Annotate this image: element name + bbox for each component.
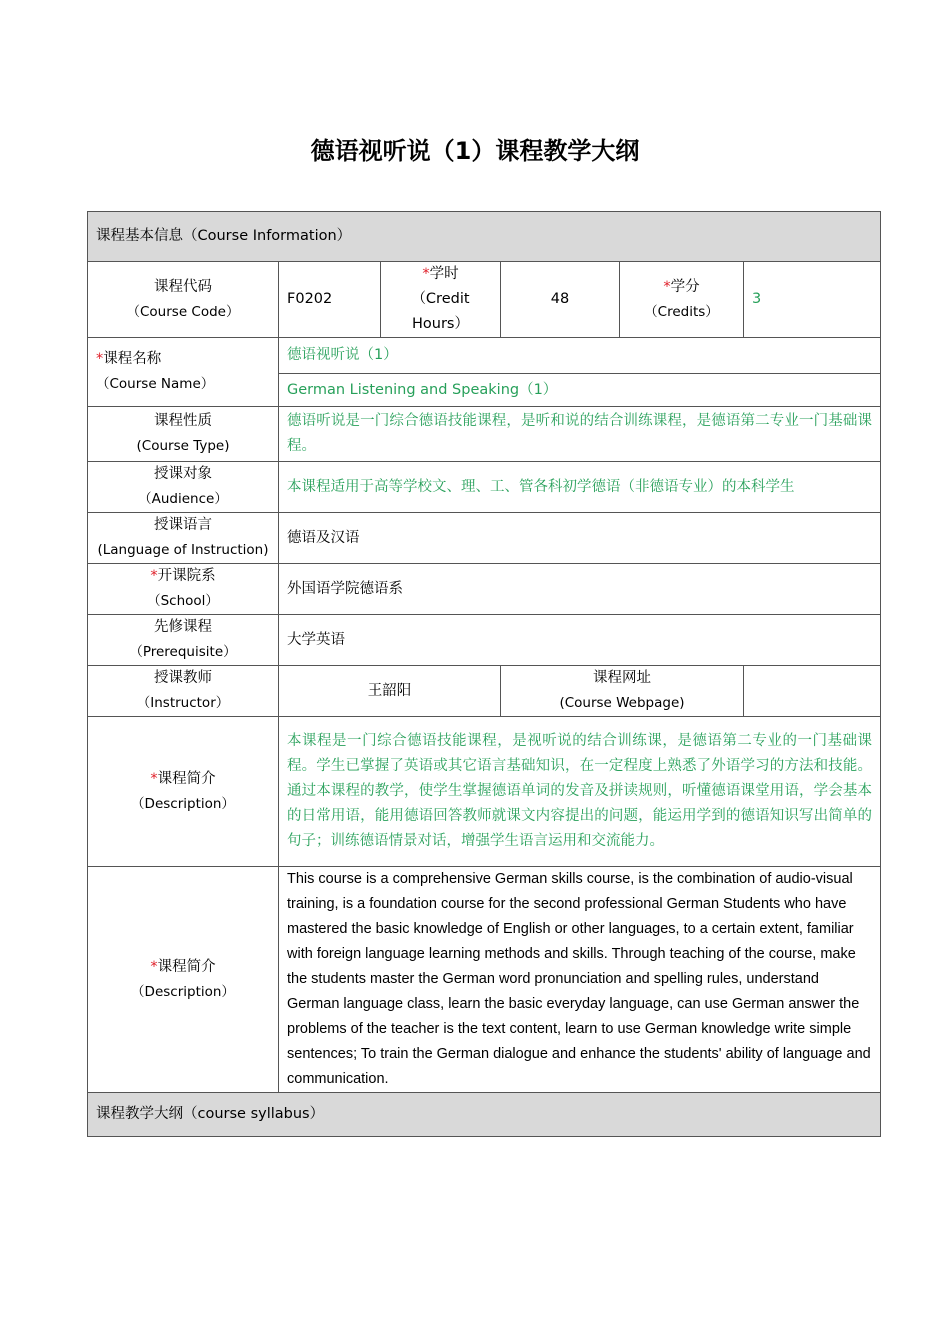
table-row bbox=[88, 666, 881, 717]
table-row bbox=[88, 462, 881, 513]
course-info-header: 课程基本信息（Course Information） bbox=[88, 212, 881, 262]
course-name-cn: 德语视听说（1） bbox=[279, 338, 881, 374]
table-row bbox=[88, 1093, 881, 1137]
language-label: 授课语言 (Language of Instruction) bbox=[88, 513, 279, 564]
credits-value: 3 bbox=[744, 262, 881, 338]
table-row bbox=[88, 867, 881, 1093]
webpage-value bbox=[744, 666, 881, 717]
course-name-en: German Listening and Speaking（1） bbox=[279, 374, 881, 407]
syllabus-header: 课程教学大纲（course syllabus） bbox=[88, 1093, 881, 1137]
description-en-value: This course is a comprehensive German skills course, is the combination of audio-visual training, is a foundation course for the second professional German Students who have mastered the basic knowledge of English or other languages, to a certain extent, familiar with foreign language learning methods and skills. Through teaching of the course, make the students master the German word pronunciation and spelling rules, understand German language class, learn the basic everyday language, can use German answer the problems of the teacher is the text content, learn to use German knowledge write simple sentences; To train the German dialogue and enhance the students' ability of language and communication. bbox=[279, 867, 881, 1093]
table-row bbox=[88, 212, 881, 262]
course-type-label: 课程性质 (Course Type) bbox=[88, 407, 279, 462]
course-code-value: F0202 bbox=[279, 262, 381, 338]
credits-label: *学分 （Credits） bbox=[620, 262, 744, 338]
description-cn-value: 本课程是一门综合德语技能课程，是视听说的结合训练课，是德语第二专业的一门基础课程。学生已掌握了英语或其它语言基础知识，在一定程度上熟悉了外语学习的方法和技能。通过本课程的教学，使学生掌握德语单词的发音及拼读规则，听懂德语课堂用语，学会基本的日常用语，能用德语回答教师就课文内容提出的问题，能运用学到的德语知识写出简单的句子；训练德语情景对话，增强学生语言运用和交流能力。 bbox=[279, 717, 881, 867]
audience-label: 授课对象 （Audience） bbox=[88, 462, 279, 513]
instructor-value: 王韶阳 bbox=[279, 666, 501, 717]
description-cn-label: *课程简介 （Description） bbox=[88, 717, 279, 867]
credit-hours-label: *学时 （Credit Hours） bbox=[381, 262, 501, 338]
language-value: 德语及汉语 bbox=[279, 513, 881, 564]
audience-value: 本课程适用于高等学校文、理、工、管各科初学德语（非德语专业）的本科学生 bbox=[279, 462, 881, 513]
table-row bbox=[88, 407, 881, 462]
table-row bbox=[88, 615, 881, 666]
table-row bbox=[88, 262, 881, 338]
instructor-label: 授课教师 （Instructor） bbox=[88, 666, 279, 717]
description-en-label: *课程简介 （Description） bbox=[88, 867, 279, 1093]
course-code-label: 课程代码 （Course Code） bbox=[88, 262, 279, 338]
course-name-label: *课程名称 （Course Name） bbox=[88, 338, 279, 407]
course-info-table bbox=[87, 211, 881, 1137]
table-row bbox=[88, 513, 881, 564]
credit-hours-value: 48 bbox=[501, 262, 620, 338]
school-value: 外国语学院德语系 bbox=[279, 564, 881, 615]
course-type-value: 德语听说是一门综合德语技能课程，是听和说的结合训练课程，是德语第二专业一门基础课程。 bbox=[279, 407, 881, 462]
webpage-label: 课程网址 (Course Webpage) bbox=[501, 666, 744, 717]
table-row bbox=[88, 564, 881, 615]
prerequisite-value: 大学英语 bbox=[279, 615, 881, 666]
school-label: *开课院系 （School） bbox=[88, 564, 279, 615]
prerequisite-label: 先修课程 （Prerequisite） bbox=[88, 615, 279, 666]
table-row bbox=[88, 338, 881, 374]
table-row bbox=[88, 717, 881, 867]
page-title: 德语视听说（1）课程教学大纲 bbox=[310, 137, 640, 165]
